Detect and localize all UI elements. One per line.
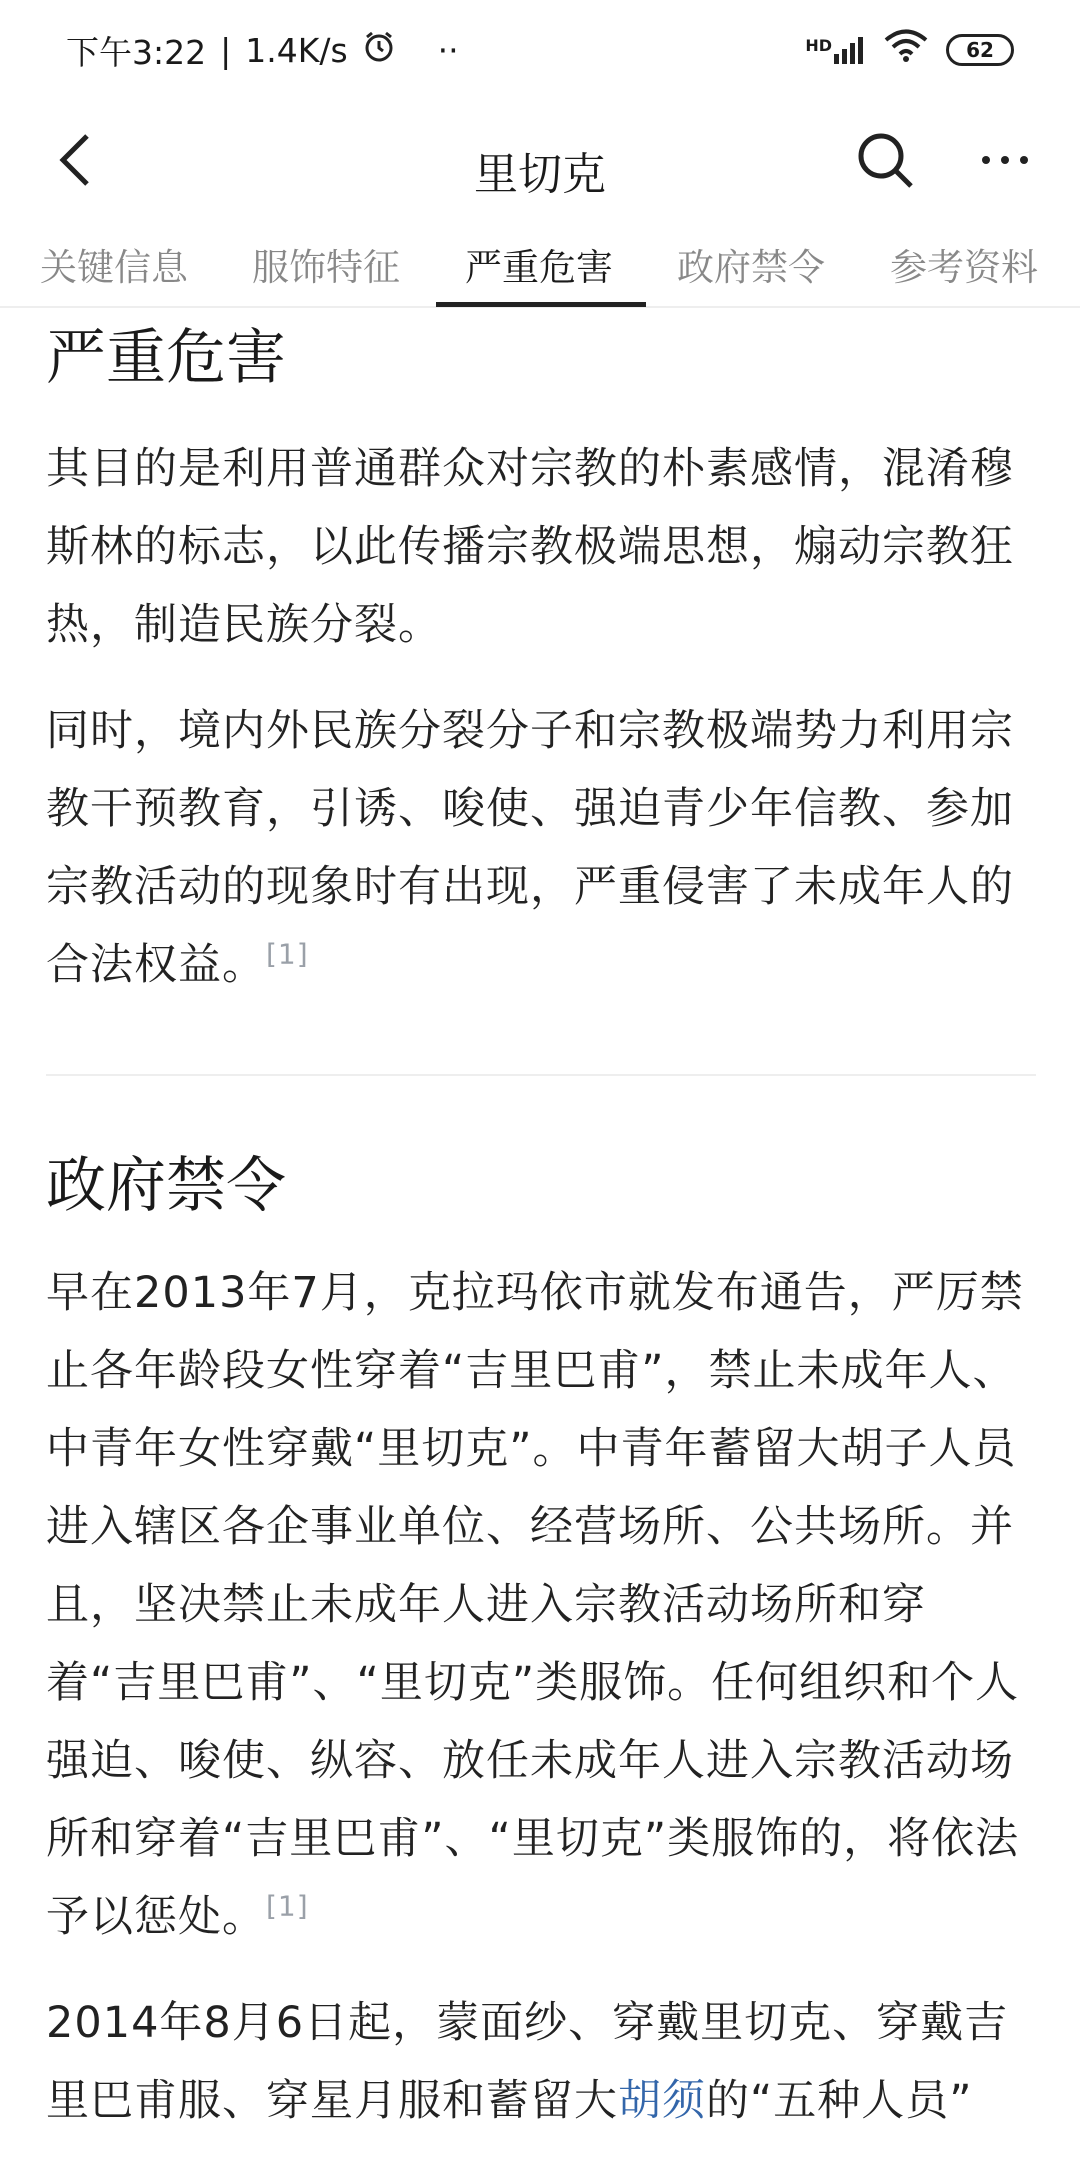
harm-paragraph-1: 其目的是利用普通群众对宗教的朴素感情，混淆穆斯林的标志，以此传播宗教极端思想，煽动宗教狂热，制造民族分裂。 xyxy=(46,444,1014,650)
status-bar xyxy=(0,0,1080,100)
search-button[interactable] xyxy=(850,125,920,195)
signal-icon xyxy=(805,36,866,64)
status-time: 下午3:22 xyxy=(66,32,207,72)
ban-paragraph-2 xyxy=(46,1984,1036,2140)
tab-government-ban[interactable]: 政府禁令 xyxy=(677,246,825,289)
alarm-icon xyxy=(362,29,396,71)
section-divider xyxy=(46,1074,1036,1076)
wifi-icon xyxy=(884,29,928,71)
tab-serious-harm[interactable]: 严重危害 xyxy=(465,246,613,289)
section-tabs xyxy=(0,220,1080,308)
ban-paragraph-1 xyxy=(46,1254,1036,1956)
ban-paragraph-2-tail: 的“五种人员” xyxy=(706,2076,973,2126)
back-button[interactable] xyxy=(40,125,110,195)
ban-paragraph-1-text: 早在2013年7月，克拉玛依市就发布通告，严厉禁止各年龄段女性穿着“吉里巴甫”，禁止未成年人、中青年女性穿戴“里切克”。中青年蓄留大胡子人员进入辖区各企事业单位、经营场所、公共场所。并且，坚决禁止未成年人进入宗教活动场所和穿着“吉里巴甫”、“里切克”类服饰。任何组织和个人强迫、唆使、纵容、放任未成年人进入宗教活动场所和穿着“吉里巴甫”、“里切克”类服饰的，将依法予以惩处。 xyxy=(46,1268,1024,1942)
chevron-left-icon xyxy=(55,132,95,188)
tab-clothing-features[interactable]: 服饰特征 xyxy=(252,246,400,289)
ban-paragraph-2-text: 2014年8月6日起，蒙面纱、穿戴里切克、穿戴吉里巴甫服、穿星月服和蓄留大 xyxy=(46,1998,1009,2126)
more-button[interactable] xyxy=(970,125,1040,195)
reference-link[interactable]: [1] xyxy=(266,1889,309,1923)
active-tab-indicator xyxy=(436,302,646,307)
harm-paragraph-2 xyxy=(46,692,1036,1004)
battery-indicator: 62 xyxy=(946,34,1014,66)
reference-link[interactable]: [1] xyxy=(266,937,309,971)
harm-paragraph-2-text: 同时，境内外民族分裂分子和宗教极端势力利用宗教干预教育，引诱、唆使、强迫青少年信教、参加宗教活动的现象时有出现，严重侵害了未成年人的合法权益。 xyxy=(46,706,1014,990)
tab-key-info[interactable]: 关键信息 xyxy=(40,246,188,289)
tab-references[interactable]: 参考资料 xyxy=(890,246,1038,289)
top-nav-bar xyxy=(0,100,1080,220)
status-separator: | xyxy=(220,30,232,70)
section-heading-harm: 严重危害 xyxy=(46,323,286,393)
search-icon xyxy=(855,130,915,190)
section-heading-ban: 政府禁令 xyxy=(46,1151,286,1221)
article-content xyxy=(46,318,1036,2140)
notification-dots: ·· xyxy=(437,30,459,70)
page-title: 里切克 xyxy=(474,149,606,200)
network-label: HD xyxy=(805,36,832,55)
more-icon xyxy=(980,154,1030,166)
status-speed: 1.4K/s xyxy=(245,30,348,70)
beard-link[interactable]: 胡须 xyxy=(618,2076,706,2126)
